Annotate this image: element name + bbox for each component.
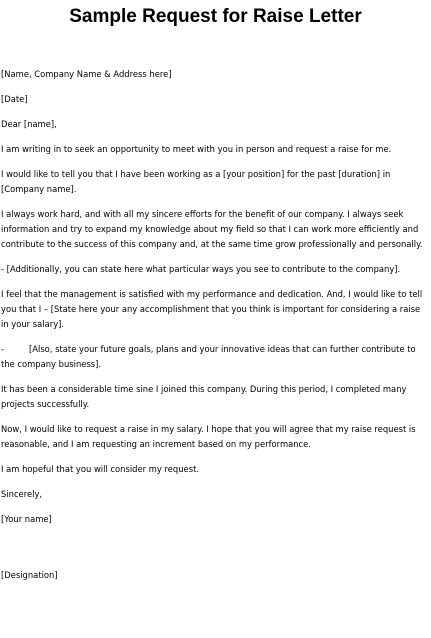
date-placeholder: [Date]	[1, 94, 28, 104]
designation-placeholder: [Designation]	[1, 570, 58, 580]
page-title: Sample Request for Raise Letter	[69, 6, 362, 27]
paragraph-intro: I am writing in to seek an opportunity to meet with you in person and request a raise for me.	[1, 144, 392, 154]
paragraph-position: I would like to tell you that I have been working as a [your position] for the past [duration] in [Company name].	[1, 169, 391, 194]
paragraph-additional-contribution: - [Additionally, you can state here what particular ways you see to contribute to the company].	[1, 264, 401, 274]
paragraph-hopeful: I am hopeful that you will consider my request.	[1, 464, 200, 474]
closing: Sincerely,	[1, 489, 43, 499]
paragraph-tenure: It has been a considerable time sine I joined this company. During this period, I completed many projects successfully.	[1, 384, 407, 409]
paragraph-work-ethic: I always work hard, and with all my sincere efforts for the benefit of our company. I always seek information and try to expand my knowledge about my field so that I can work more efficiently and contribute to the success of this company and, at the same time grow professionally and personally.	[1, 209, 423, 249]
paragraph-request: Now, I would like to request a raise in my salary. I hope that you will agree that my raise request is reasonable, and I am requesting an increment based on my performance.	[1, 424, 416, 449]
bullet-dash: -	[1, 344, 5, 354]
letter-body	[1, 67, 429, 593]
paragraph-performance: I feel that the management is satisfied with my performance and dedication. And, I would like to tell you that I – [State here your any accomplishment that you think is important for considering a raise in your salary].	[1, 289, 423, 329]
salutation: Dear [name],	[1, 119, 57, 129]
address-placeholder: [Name, Company Name & Address here]	[1, 69, 172, 79]
name-placeholder: [Your name]	[1, 514, 52, 524]
future-goals-text: [Also, state your future goals, plans and your innovative ideas that can further contribute to the company business].	[1, 344, 416, 369]
paragraph-future-goals	[1, 342, 429, 372]
signature-space	[1, 537, 429, 568]
